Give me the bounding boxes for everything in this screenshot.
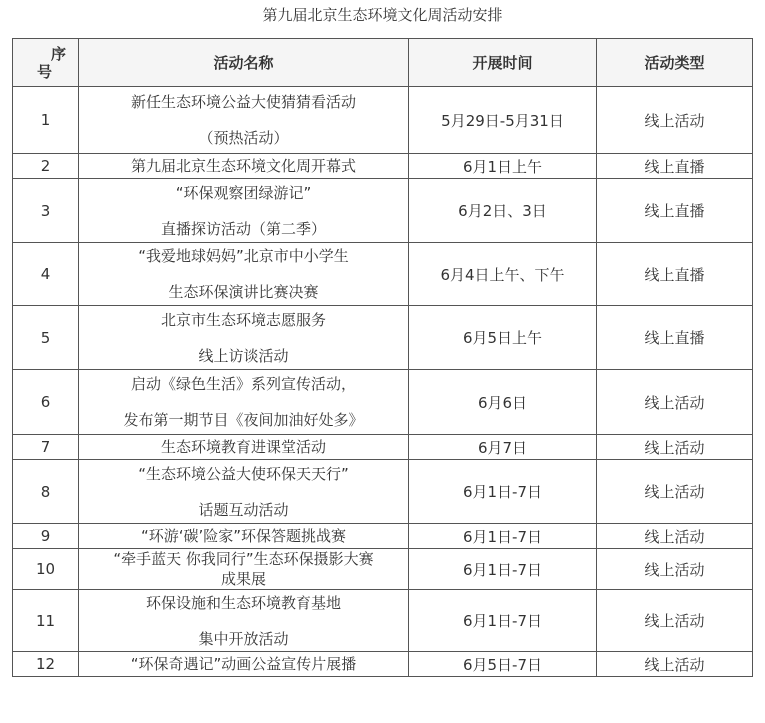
cell-name	[79, 370, 409, 435]
table-row	[13, 306, 753, 370]
cell-name-line: 环保设施和生态环境教育基地	[145, 593, 341, 612]
table-row	[13, 524, 753, 549]
cell-name-line: “环保奇遇记”动画公益宣传片展播	[130, 655, 357, 673]
cell-no: 4	[13, 243, 79, 306]
cell-time: 6月1日-7日	[409, 460, 597, 524]
cell-name-line: “牵手蓝天 你我同行”生态环保摄影大赛	[113, 550, 374, 568]
cell-name	[79, 460, 409, 524]
cell-type: 线上直播	[597, 306, 753, 370]
cell-name	[79, 590, 409, 652]
cell-name-line: “生态环境公益大使环保天天行”	[138, 464, 349, 483]
cell-time: 6月1日-7日	[409, 590, 597, 652]
table-row	[13, 370, 753, 435]
cell-name-line: 发布第一期节目《夜间加油好处多》	[123, 411, 364, 429]
cell-type: 线上活动	[597, 524, 753, 549]
cell-time: 6月6日	[409, 370, 597, 435]
table-row	[13, 460, 753, 524]
cell-name-line: 集中开放活动	[198, 629, 289, 648]
table-header-row	[13, 39, 753, 87]
cell-time: 5月29日-5月31日	[409, 87, 597, 154]
header-name: 活动名称	[79, 39, 409, 87]
cell-name	[79, 154, 409, 179]
table-row	[13, 435, 753, 460]
cell-name-line: 第九届北京生态环境文化周开幕式	[130, 157, 356, 175]
cell-time: 6月4日上午、下午	[409, 243, 597, 306]
cell-name	[79, 243, 409, 306]
cell-name-line: 新任生态环境公益大使猜猜看活动	[130, 93, 356, 111]
cell-type: 线上直播	[597, 179, 753, 243]
activity-schedule-table	[12, 38, 753, 677]
cell-time: 6月1日-7日	[409, 549, 597, 590]
cell-time: 6月5日上午	[409, 306, 597, 370]
cell-type: 线上活动	[597, 370, 753, 435]
cell-no: 2	[13, 154, 79, 179]
cell-no: 10	[13, 549, 79, 590]
table-row	[13, 549, 753, 590]
cell-name	[79, 306, 409, 370]
cell-name	[79, 179, 409, 243]
cell-name-line: 北京市生态环境志愿服务	[160, 310, 326, 329]
header-time: 开展时间	[409, 39, 597, 87]
cell-name	[79, 652, 409, 677]
cell-name	[79, 435, 409, 460]
cell-name-line: 生态环境教育进课堂活动	[160, 438, 326, 456]
cell-name-line: 生态环保演讲比赛决赛	[168, 283, 319, 301]
cell-name-line: “环保观察团绿游记”	[175, 183, 312, 202]
cell-name	[79, 87, 409, 154]
table-row	[13, 652, 753, 677]
cell-no: 12	[13, 652, 79, 677]
cell-time: 6月2日、3日	[409, 179, 597, 243]
cell-name-line: “我爱地球妈妈”北京市中小学生	[138, 247, 349, 265]
header-type: 活动类型	[597, 39, 753, 87]
table-body	[13, 87, 753, 677]
cell-name	[79, 549, 409, 590]
table-row	[13, 590, 753, 652]
table-row	[13, 87, 753, 154]
cell-no: 5	[13, 306, 79, 370]
cell-name-line: 直播探访活动（第二季）	[160, 219, 326, 238]
cell-time: 6月1日上午	[409, 154, 597, 179]
cell-name-line: 成果展	[220, 570, 266, 588]
cell-name-line: “环游‘碳’险家”环保答题挑战赛	[140, 527, 347, 545]
cell-time: 6月7日	[409, 435, 597, 460]
cell-time: 6月5日-7日	[409, 652, 597, 677]
cell-no: 7	[13, 435, 79, 460]
cell-type: 线上活动	[597, 590, 753, 652]
cell-type: 线上活动	[597, 435, 753, 460]
cell-type: 线上活动	[597, 652, 753, 677]
cell-name-line: 话题互动活动	[198, 500, 289, 519]
cell-no: 11	[13, 590, 79, 652]
cell-no: 3	[13, 179, 79, 243]
cell-type: 线上活动	[597, 549, 753, 590]
cell-type: 线上直播	[597, 154, 753, 179]
cell-name-line: 启动《绿色生活》系列宣传活动，	[130, 375, 356, 393]
cell-type: 线上活动	[597, 87, 753, 154]
cell-name	[79, 524, 409, 549]
cell-no: 1	[13, 87, 79, 154]
cell-name-line: （预热活动）	[198, 129, 289, 147]
cell-type: 线上直播	[597, 243, 753, 306]
cell-no: 8	[13, 460, 79, 524]
cell-type: 线上活动	[597, 460, 753, 524]
table-row	[13, 179, 753, 243]
cell-name-line: 线上访谈活动	[198, 346, 289, 365]
table-row	[13, 154, 753, 179]
page-title: 第九届北京生态环境文化周活动安排	[262, 6, 503, 24]
header-no-line2: 号	[37, 62, 53, 81]
cell-no: 6	[13, 370, 79, 435]
cell-time: 6月1日-7日	[409, 524, 597, 549]
table-row	[13, 243, 753, 306]
cell-no: 9	[13, 524, 79, 549]
header-no-line1: 序	[50, 44, 66, 63]
header-no	[13, 39, 79, 87]
